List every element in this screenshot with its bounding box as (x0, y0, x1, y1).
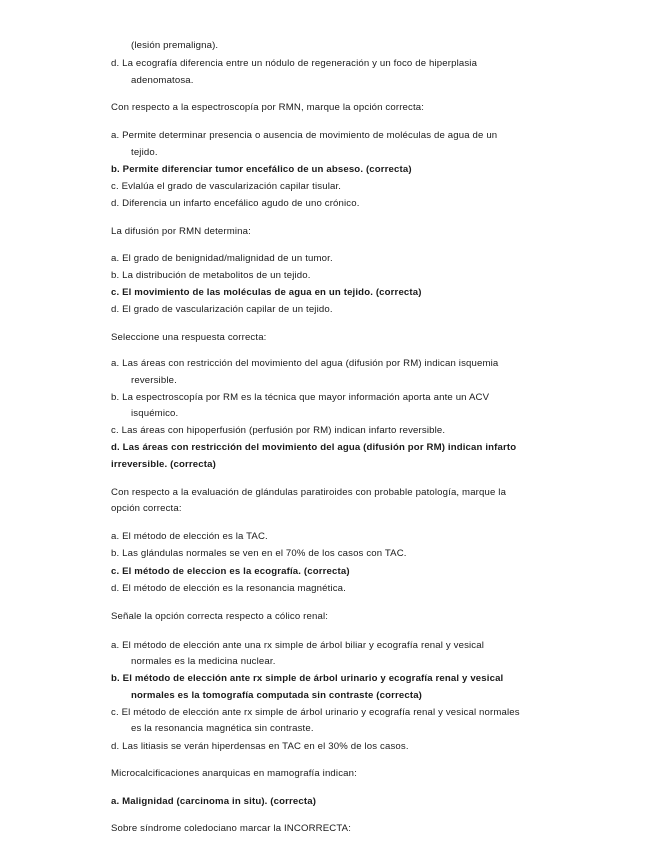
text-line: d. El grado de vascularización capilar de un tejido. (111, 304, 333, 315)
text-line: b. Las glándulas normales se ven en el 70% de los casos con TAC. (111, 548, 407, 559)
correct-answer-line: irreversible. (correcta) (111, 459, 216, 470)
text-line: a. Permite determinar presencia o ausencia de movimiento de moléculas de agua de un (111, 130, 498, 141)
text-line: adenomatosa. (131, 75, 194, 86)
text-line: c. Evlalúa el grado de vascularización capilar tisular. (111, 181, 342, 192)
text-line: Con respecto a la espectroscopía por RMN, marque la opción correcta: (111, 102, 425, 113)
correct-answer-line: normales es la tomografía computada sin contraste (correcta) (131, 690, 423, 701)
text-line: isquémico. (131, 408, 179, 419)
correct-answer-line: c. El método de eleccion es la ecografía. (correcta) (111, 566, 350, 577)
text-line: Señale la opción correcta respecto a cólico renal: (111, 611, 329, 622)
text-line: c. El método de elección ante rx simple de árbol urinario y ecografía renal y vesical normales (111, 707, 520, 718)
text-line: Seleccione una respuesta correcta: (111, 332, 267, 343)
text-line: a. Las áreas con restricción del movimiento del agua (difusión por RM) indican isquemia (111, 358, 499, 369)
text-line: (lesión premaligna). (131, 40, 219, 51)
text-line: b. La distribución de metabolitos de un tejido. (111, 270, 311, 281)
text-line: b. La espectroscopía por RM es la técnica que mayor información aporta ante un ACV (111, 392, 490, 403)
text-line: c. Las áreas con hipoperfusión (perfusión por RM) indican infarto reversible. (111, 425, 446, 436)
text-line: tejido. (131, 147, 158, 158)
text-line: d. Las litiasis se verán hiperdensas en TAC en el 30% de los casos. (111, 741, 409, 752)
text-line: reversible. (131, 375, 177, 386)
text-line: a. El grado de benignidad/malignidad de un tumor. (111, 253, 333, 264)
text-line: a. El método de elección es la TAC. (111, 531, 268, 542)
text-line: Microcalcificaciones anarquicas en mamografía indican: (111, 768, 357, 779)
correct-answer-line: d. Las áreas con restricción del movimiento del agua (difusión por RM) indican infarto (111, 442, 517, 453)
text-line: es la resonancia magnética sin contraste. (131, 723, 314, 734)
text-line: La difusión por RMN determina: (111, 226, 251, 237)
text-line: Con respecto a la evaluación de glándulas paratiroides con probable patología, marque la (111, 487, 507, 498)
text-line: Sobre síndrome coledociano marcar la INCORRECTA: (111, 823, 352, 834)
text-line: opción correcta: (111, 503, 182, 514)
correct-answer-line: a. Malignidad (carcinoma in situ). (correcta) (111, 796, 317, 807)
correct-answer-line: c. El movimiento de las moléculas de agua en un tejido. (correcta) (111, 287, 422, 298)
text-line: d. La ecografía diferencia entre un nódulo de regeneración y un foco de hiperplasia (111, 58, 478, 69)
correct-answer-line: b. Permite diferenciar tumor encefálico de un abseso. (correcta) (111, 164, 412, 175)
text-line: d. El método de elección es la resonancia magnética. (111, 583, 346, 594)
text-line: d. Diferencia un infarto encefálico agudo de uno crónico. (111, 198, 360, 209)
correct-answer-line: b. El método de elección ante rx simple de árbol urinario y ecografía renal y vesical (111, 673, 504, 684)
text-line: normales es la medicina nuclear. (131, 656, 276, 667)
text-line: a. El método de elección ante una rx simple de árbol biliar y ecografía renal y vesical (111, 640, 485, 651)
